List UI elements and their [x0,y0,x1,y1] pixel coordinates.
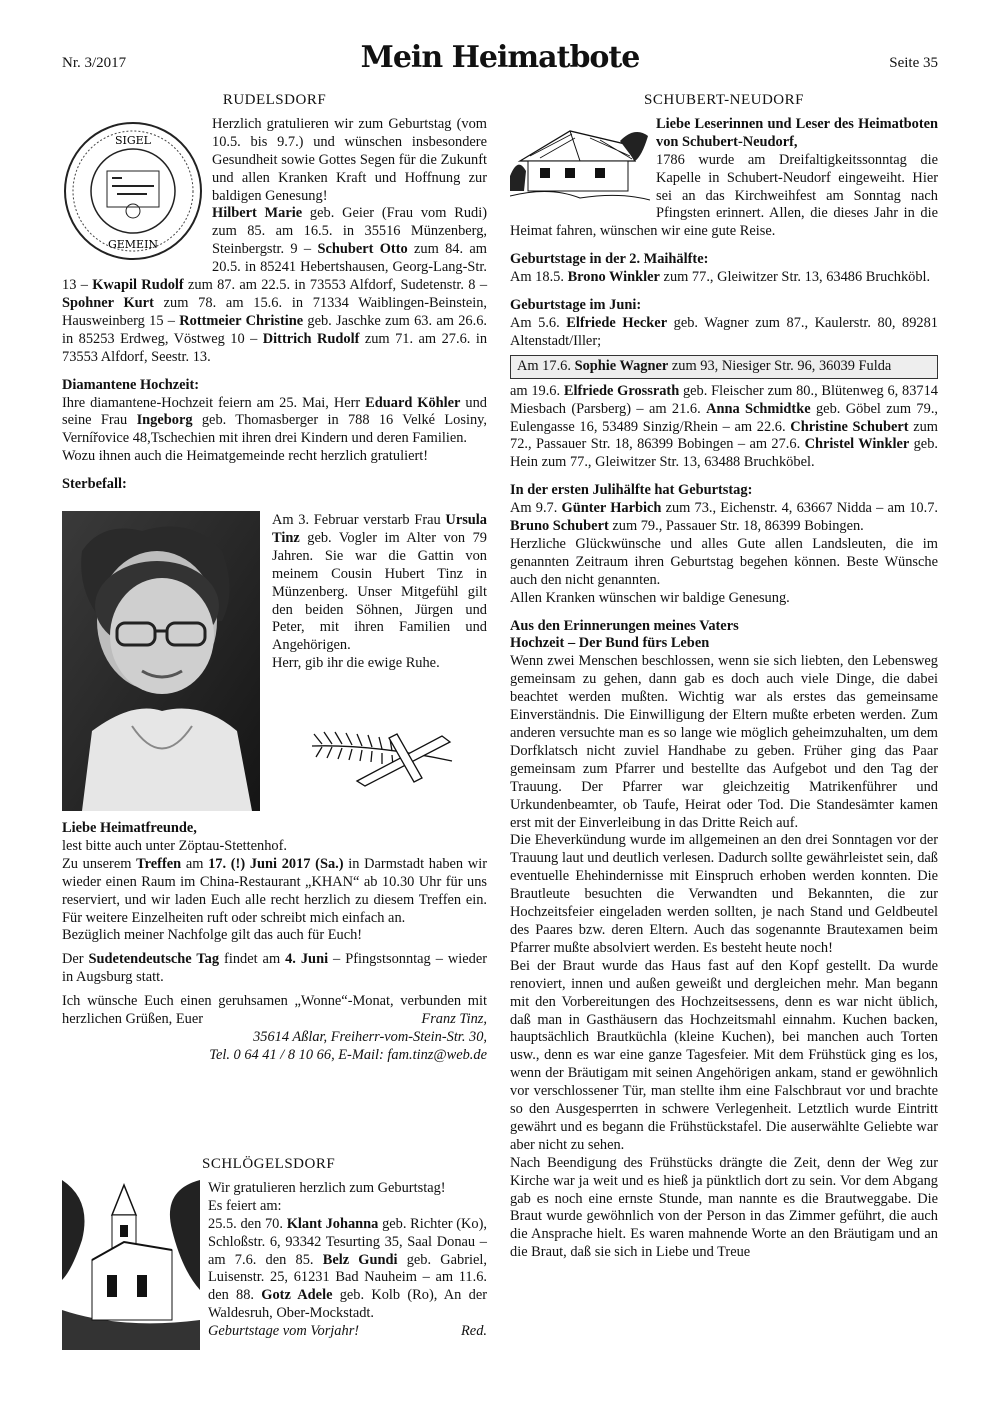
text: Es feiert am: [208,1197,282,1214]
editor-mark: Red. [461,1323,487,1340]
subheading-may: Geburtstage in der 2. Maihälfte: [510,251,709,268]
birthday-intro: Herzlich gratulieren wir zum Geburtstag (vom 10.5. bis 9.7.) und wünschen insbesondere Gesundheit sowie Gottes Segen für die Zukunft und allen Kranken Kraft und Hoffnung zur baldigen Genesung! [212,115,487,204]
greeting-heading: Liebe Heimatfreunde, [62,820,197,836]
birthday-june-2 [510,383,938,473]
text: in Darmstadt haben wir wieder einen Raum im China-Restaurant „KHAN“ ab 10.30 Uhr für uns reserviert, und wir laden Euch alle recht herzlich zu diesem Treffen ein. Für weitere Einzelheiten ruft oder schreibt mich einfach an. [62,855,487,926]
person-name: Gotz Adele [261,1287,333,1304]
section-title: SCHLÖGELSDORF [202,1156,336,1172]
person-name: Belz Gundi [322,1251,398,1268]
memoir-subheading: Hochzeit – Der Bund fürs Leben [510,635,710,652]
get-well-text: Allen Kranken wünschen wir baldige Genesung. [510,589,790,606]
memoir-heading: Aus den Erinnerungen meines Vaters [510,617,739,634]
person-name: Sophie Wagner [574,357,669,374]
heimatfreunde-section [62,820,487,1065]
closing-text: Ich wünsche Euch einen geruhsamen „Wonne“-Monat, verbunden mit herzlichen Grüßen, Euer [62,993,487,1028]
memoir-paragraph: Wenn zwei Menschen beschlossen, wenn sie sich liebten, den Lebensweg gemeinsam zu gehen, dann gab es doch auch viele Dinge, die dabei beachtet werden mußten. Wichtig war als erstes das gemeinsame Einverständnis. Die Einwilligung der Eltern mußte erbeten werden. Zum anderen versuchte man es so lange wie möglich geheimzuhalten, um dem Dorfklatsch nicht zuviel Handhabe zu geben. Früher ging das Paar gemeinsam zum Pfarrer und bestellte das Aufgebot und den Tag der Trauung. Der Pfarrer war gleichzeitig Matrikenführer und Urkundenbeamter, ob Taufe, Heirat oder Tod. Die Standesämter kamen erst mit der Einverleibung in das Dritte Reich auf. [510,653,938,831]
village-seal-image [62,116,204,266]
farmhouse-drawing-image [510,116,650,208]
footer-line [208,1323,487,1341]
text: zum 77., Gleiwitzer Str. 13, 63486 Bruchköbl. [659,269,931,286]
person-name: Elfriede Hecker [566,314,668,331]
person-name: Günter Harbich [561,500,662,517]
text: Am 5.6. [510,314,567,331]
birthday-text: zum 84. am 20.5. in 85241 Hebertshausen, Georg-Lang-Str. 13 – [62,241,487,294]
person-name: Ingeborg [136,412,193,429]
birthday-text: zum 87. am 22.5. in 73553 Alfdorf, Sudetenstr. 8 – [183,277,488,294]
signature-name: Franz Tinz, [421,1010,487,1027]
text: geb. Wagner zum 87., Kaulerstr. 80, 89281 Altenstadt/Iller; [510,314,939,349]
death-notice [272,512,487,673]
birthday-june-1 [510,315,938,351]
death-heading: Sterbefall: [62,476,127,493]
sudeten-day-text [62,951,487,987]
birthday-may [510,269,938,287]
birthday-text: geb. Geier (Frau vom Rudi) zum 85. am 16.5. in 35516 Münzenberg, Steinbergstr. 9 – [212,205,487,258]
person-name: Brono Winkler [567,269,660,286]
text: geb. Richter (Ko), Schloßstr. 6, 93342 Tesurting 35, Saal Donau – am 7.6. den 85. [208,1215,488,1268]
text: geb. Göbel zum 79., Eulengasse 16, 53489 Sinzig/Rhein – am 22.6. [510,400,939,435]
text: und seine Frau [62,394,487,429]
text: Zu unserem [62,855,137,872]
person-name: Kwapil Rudolf [92,277,184,294]
emphasis: Treffen [136,855,182,872]
meeting-date: 17. (!) Juni 2017 (Sa.) [208,855,344,872]
svg-text:SIGEL: SIGEL [114,133,152,147]
chapel-drawing-image [62,1180,200,1350]
text: Wir gratulieren herzlich zum Geburtstag! [208,1179,446,1196]
person-name: Klant Johanna [286,1215,379,1232]
rudelsdorf-section [62,92,487,494]
death-text [272,512,487,655]
person-name: Spohner Kurt [62,294,154,311]
section-title: RUDELSDORF [222,92,327,108]
person-name: Dittrich Rudolf [262,330,360,347]
subheading-june: Geburtstage im Juni: [510,297,642,314]
text: am 19.6. [510,382,564,399]
person-name: Hilbert Marie [212,205,303,222]
cross-palm-illustration [302,716,457,791]
memoir-paragraph: Nach Beendigung des Frühstücks drängte die Zeit, denn der Weg zur Kirche war ja weit und es hieß ja pünktlich dort zu sein. Vor dem Abgang gab es noch eine ernste Stunde, man nannte es die Brautweggabe. Die Braut wurde gewöhnlich von der Person in das Zimmer geführt, die auch die Ansprache hielt. Es waren mahnende Worte an den Bräutigam und an die Braut, daß sie sich in Liebe und Treue [510,1154,938,1261]
birthday-july [510,500,938,536]
memoir-paragraph: Die Eheverkündung wurde im allgemeinen an den drei Sonntagen vor der Trauung laut und deutlich verlesen. Dadurch sollte gewährleistet sein, daß eventuelle Ehehindernisse mit Einspruch erhoben werden konnten. Die Brautleute besuchten die Verwandten und Bekannten, die zur Hochzeitsfeier eingeladen werden sollten, je nach Stand und Geldbeutel des Paares bzw. deren Eltern. Auch das sogenannte Brautexamen beim Pfarrer mußte absolviert werden. Es besteht heute noch! [510,832,938,956]
signature-contact: Tel. 0 64 41 / 8 10 66, E-Mail: fam.tinz@web.de [209,1046,487,1063]
birthday-text: geb. Jaschke zum 63. am 26.6. in 85253 Erdweg, Vöstweg 10 – [62,312,487,347]
issue-number: Nr. 3/2017 [62,55,127,71]
text: geb. Gabriel, Luisenstr. 25, 61231 Bad Nauheim – am 11.6. den 88. [208,1251,488,1304]
person-name: Bruno Schubert [510,518,609,535]
text: geb. Thomasberger in 788 16 Velké Losiny, Vernířovice 48,Tschechien mit ihren drei Kindern und deren Familien. [62,412,487,447]
greeting-heading: Liebe Leserinnen und Leser des Heimatboten von Schubert-Neudorf, [656,115,938,150]
memoir-paragraph: Bei der Braut wurde das Haus fast auf den Kopf gestellt. Da wurde renoviert, innen und außen geweißt und dergleichen mehr. Man begann mit den Vorbereitungen des Hochzeitsessens, denn es war nicht üblich, daß man in Gasthäusern das Hochzeitsmahl einnahm. Kuchen backen, hauptsächlich Brautküchla (kleine Kuchen), bei manchen auch Torten usw., denn es war eine ganze Tagesfeier. Mit dem Frühstück ging es los, wenn der Bräutigam mit seinen Angehörigen ankam, stand er gewöhnlich vor verschlossener Tür, man stellte ihm eine Falschbraut vor und brachte so den Ausgesperrten in schwere Verlegenheit. Letztlich wurde Eintritt gewährt und es begann die Frühstückstafel. Die auserwählte Geliebte war aber nicht zu sehen. [510,957,938,1153]
person-name: Rottmeier Christine [179,312,304,329]
masthead-logo: Mein Heimatbote [360,40,640,75]
emphasis: Sudetendeutsche Tag [88,951,220,968]
event-date: 4. Juni [285,951,329,968]
text: zum 79., Passauer Str. 18, 86399 Bobingen. [608,518,864,535]
schloegelsdorf-section [62,1156,487,1350]
signature-address: 35614 Aßlar, Freiherr-vom-Stein-Str. 30, [253,1028,487,1045]
portrait-photo [62,511,260,811]
text: 25.5. den 70. [208,1215,287,1232]
meeting-text [62,856,487,928]
highlighted-birthday-box [510,355,938,379]
text: Am 9.7. [510,500,562,517]
text: geb. Fleischer zum 80., Blütenweg 6, 83714 Miesbach (Parsberg) – am 21.6. [510,382,938,417]
text: Am 18.5. [510,269,568,286]
diamond-wedding-closing: Wozu ihnen auch die Heimatgemeinde recht herzlich gratuliert! [62,448,429,465]
death-prayer: Herr, gib ihr die ewige Ruhe. [272,655,440,672]
text: Am 3. Februar verstarb Frau [272,512,446,528]
person-name: Elfriede Grossrath [563,382,680,399]
congratulations-text: Herzliche Glückwünsche und alles Gute allen Landsleuten, die im genannten Zeitraum ihren Geburtstag begehen können. Beste Wünsche auch den nicht genannten. [510,535,938,588]
footnote: Geburtstage vom Vorjahr! [208,1323,360,1340]
text: zum 73., Eichenstr. 4, 63667 Nidda – am 10.7. [661,500,938,517]
section-title: SCHUBERT-NEUDORF [644,92,804,108]
person-name: Eduard Köhler [365,394,461,411]
page-number: Seite 35 [889,55,938,71]
svg-text:GEMEIN: GEMEIN [107,237,159,251]
text: Ihre diamantene-Hochzeit feiern am 25. Mai, Herr [62,394,366,411]
text: zum 93, Niesiger Str. 96, 36039 Fulda [668,357,892,374]
person-name: Anna Schmidtke [706,400,811,417]
text: Der [62,951,89,968]
text: geb. Kolb (Ro), An der Waldesruh, Ober-Mockstadt. [208,1287,487,1322]
diamond-wedding-text [62,395,487,449]
text: lest bitte auch unter Zöptau-Stettenhof. [62,837,287,854]
birthday-text: zum 78. am 15.6. in 71334 Waiblingen-Beinstein, Hausweinberg 15 – [62,294,487,329]
text: zum 72., Passauer Str. 18, 86399 Bobingen – am 27.6. [510,418,939,453]
person-name: Christine Schubert [790,418,909,435]
successor-note: Bezüglich meiner Nachfolge gilt das auch für Euch! [62,927,363,944]
text: – Pfingstsonntag – wieder in Augsburg statt. [62,951,488,986]
text: am [181,855,209,872]
schubert-neudorf-section [510,92,938,1262]
person-name: Schubert Otto [317,241,408,258]
text: Am 17.6. [517,357,575,374]
birthday-text: zum 71. am 27.6. in 73553 Alfdorf, Seestr. 13. [62,330,488,365]
diamond-wedding-heading: Diamantene Hochzeit: [62,376,200,393]
text: geb. Vogler im Alter von 79 Jahren. Sie war die Gattin von meinem Cousin Hubert Tinz in Münzenberg. Unser Mitgefühl gilt den beiden Söhnen, Jürgen und Peter, mit ihren Familien und Angehörigen. [272,529,487,654]
subheading-july: In der ersten Julihälfte hat Geburtstag: [510,482,753,499]
text: findet am [219,951,286,968]
person-name: Ursula Tinz [272,512,487,546]
chapel-history-text: 1786 wurde am Dreifaltigkeitssonntag die Kapelle in Schubert-Neudorf eingeweiht. Hier sei an das Kirchweihfest am Sonntag nach Pfingsten erinnert. Allen, die dieses Jahr in die Heimat fahren, wünschen wir eine gute Reise. [510,151,938,240]
person-name: Christel Winkler [804,436,910,453]
text: geb. Hein zum 77., Gleiwitzer Str. 13, 63488 Bruchköbel. [510,436,938,471]
